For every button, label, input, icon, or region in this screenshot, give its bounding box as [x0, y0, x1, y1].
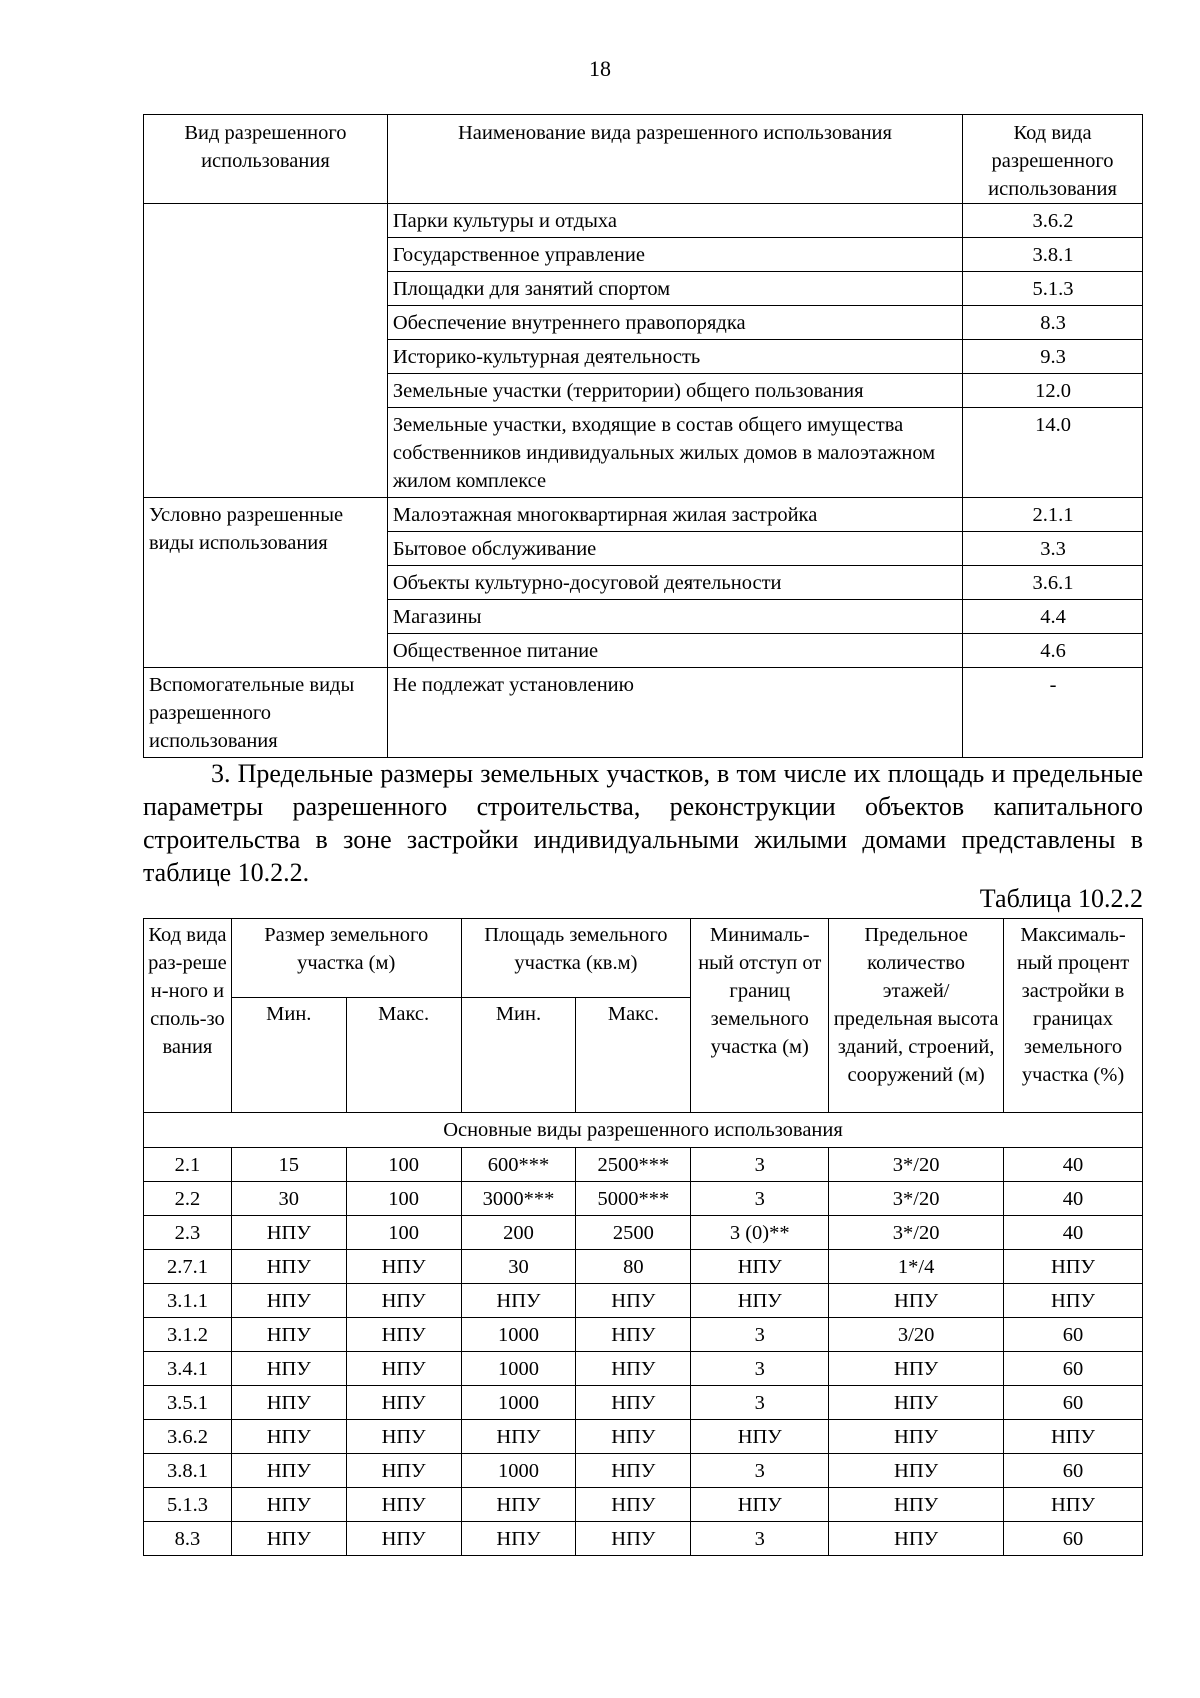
use-name-cell: Не подлежат установлению — [387, 668, 962, 758]
size-min-cell: НПУ — [231, 1250, 346, 1284]
area-min-cell: НПУ — [461, 1284, 576, 1318]
area-min-cell: 200 — [461, 1216, 576, 1250]
area-min-cell: 1000 — [461, 1318, 576, 1352]
table-row — [144, 1182, 1143, 1216]
floors-cell: НПУ — [829, 1454, 1004, 1488]
use-name-cell: Земельные участки (территории) общего пользования — [387, 374, 962, 408]
floors-cell: НПУ — [829, 1352, 1004, 1386]
table-row — [144, 668, 1143, 758]
area-min-cell: 1000 — [461, 1352, 576, 1386]
area-max-cell: 5000*** — [576, 1182, 691, 1216]
size-max-cell: НПУ — [346, 1352, 461, 1386]
setback-cell: 3 — [691, 1182, 829, 1216]
area-min-cell: НПУ — [461, 1420, 576, 1454]
floors-cell: НПУ — [829, 1522, 1004, 1556]
code-cell: 8.3 — [144, 1522, 232, 1556]
setback-cell: 3 — [691, 1522, 829, 1556]
table-row — [144, 1250, 1143, 1284]
area-max-cell: НПУ — [576, 1454, 691, 1488]
use-name-cell: Объекты культурно-досуговой деятельности — [387, 566, 962, 600]
area-min-cell: 30 — [461, 1250, 576, 1284]
area-min-cell: НПУ — [461, 1522, 576, 1556]
use-name-cell: Обеспечение внутреннего правопорядка — [387, 306, 962, 340]
area-max-cell: НПУ — [576, 1318, 691, 1352]
size-max-cell: 100 — [346, 1182, 461, 1216]
use-code-cell: 4.6 — [963, 634, 1143, 668]
coverage-cell: 40 — [1004, 1182, 1143, 1216]
code-cell: 2.3 — [144, 1216, 232, 1250]
table-row — [144, 498, 1143, 532]
code-cell: 3.8.1 — [144, 1454, 232, 1488]
area-max-cell: 80 — [576, 1250, 691, 1284]
size-min-cell: НПУ — [231, 1284, 346, 1318]
floors-cell: 3*/20 — [829, 1182, 1004, 1216]
header-code: Код вида раз-решен-ного исполь-зования — [144, 919, 232, 1113]
setback-cell: НПУ — [691, 1284, 829, 1318]
table-row — [144, 1284, 1143, 1318]
table-row — [144, 1148, 1143, 1182]
code-cell: 2.2 — [144, 1182, 232, 1216]
use-code-cell: 14.0 — [963, 408, 1143, 498]
use-name-cell: Площадки для занятий спортом — [387, 272, 962, 306]
area-max-cell: НПУ — [576, 1420, 691, 1454]
size-min-cell: НПУ — [231, 1488, 346, 1522]
size-min-cell: НПУ — [231, 1318, 346, 1352]
table-row — [144, 1352, 1143, 1386]
area-min-cell: 3000*** — [461, 1182, 576, 1216]
use-type-cell — [144, 204, 388, 498]
use-code-cell: 8.3 — [963, 306, 1143, 340]
coverage-cell: НПУ — [1004, 1284, 1143, 1318]
size-max-cell: 100 — [346, 1148, 461, 1182]
use-type-cell: Вспомогательные виды разрешенного использования — [144, 668, 388, 758]
use-name-cell: Земельные участки, входящие в состав общего имущества собственников индивидуальных жилых домов в малоэтажном жилом комплексе — [387, 408, 962, 498]
coverage-cell: НПУ — [1004, 1488, 1143, 1522]
use-code-cell: 12.0 — [963, 374, 1143, 408]
setback-cell: НПУ — [691, 1420, 829, 1454]
table-row — [144, 1454, 1143, 1488]
header-use-name: Наименование вида разрешенного использования — [387, 115, 962, 204]
section-row — [144, 1113, 1143, 1148]
permitted-use-table-body — [144, 204, 1143, 758]
setback-cell: 3 — [691, 1318, 829, 1352]
floors-cell: НПУ — [829, 1488, 1004, 1522]
size-min-cell: НПУ — [231, 1522, 346, 1556]
size-max-cell: 100 — [346, 1216, 461, 1250]
use-name-cell: Малоэтажная многоквартирная жилая застройка — [387, 498, 962, 532]
area-min-cell: 600*** — [461, 1148, 576, 1182]
coverage-cell: 40 — [1004, 1216, 1143, 1250]
size-max-cell: НПУ — [346, 1386, 461, 1420]
coverage-cell: 40 — [1004, 1148, 1143, 1182]
area-max-cell: НПУ — [576, 1522, 691, 1556]
use-code-cell: 5.1.3 — [963, 272, 1143, 306]
table-caption: Таблица 10.2.2 — [979, 884, 1143, 913]
table-row — [144, 1216, 1143, 1250]
size-max-cell: НПУ — [346, 1284, 461, 1318]
floors-cell: 3/20 — [829, 1318, 1004, 1352]
code-cell: 3.1.1 — [144, 1284, 232, 1318]
table-row — [144, 1488, 1143, 1522]
floors-cell: 1*/4 — [829, 1250, 1004, 1284]
use-code-cell: 9.3 — [963, 340, 1143, 374]
use-type-cell: Условно разрешенные виды использования — [144, 498, 388, 668]
size-min-cell: НПУ — [231, 1420, 346, 1454]
table-row — [144, 1386, 1143, 1420]
setback-cell: 3 — [691, 1454, 829, 1488]
use-code-cell: - — [963, 668, 1143, 758]
code-cell: 2.7.1 — [144, 1250, 232, 1284]
header-setback: Минималь-ный отступ от границ земельного участка (м) — [691, 919, 829, 1113]
header-use-code: Код вида разрешенного использования — [963, 115, 1143, 204]
code-cell: 3.5.1 — [144, 1386, 232, 1420]
code-cell: 5.1.3 — [144, 1488, 232, 1522]
coverage-cell: 60 — [1004, 1454, 1143, 1488]
paragraph-number: 3. — [211, 759, 231, 788]
use-code-cell: 2.1.1 — [963, 498, 1143, 532]
header-use-type: Вид разрешенного использования — [144, 115, 388, 204]
code-cell: 3.1.2 — [144, 1318, 232, 1352]
size-min-cell: 15 — [231, 1148, 346, 1182]
paragraph-text: Предельные размеры земельных участков, в том числе их площадь и предельные параметры разрешенного строительства, реконструкции объектов капитального строительства в зоне застройки индивидуальными жилыми домами представлены в таблице 10.2.2. — [143, 759, 1143, 887]
use-name-cell: Магазины — [387, 600, 962, 634]
permitted-use-table — [143, 114, 1143, 758]
coverage-cell: НПУ — [1004, 1250, 1143, 1284]
page-number: 18 — [589, 56, 611, 81]
use-code-cell: 3.3 — [963, 532, 1143, 566]
area-max-cell: НПУ — [576, 1284, 691, 1318]
size-max-cell: НПУ — [346, 1454, 461, 1488]
area-min-cell: 1000 — [461, 1386, 576, 1420]
use-name-cell: Общественное питание — [387, 634, 962, 668]
coverage-cell: 60 — [1004, 1318, 1143, 1352]
code-cell: 3.6.2 — [144, 1420, 232, 1454]
floors-cell: НПУ — [829, 1386, 1004, 1420]
paragraph-3 — [143, 757, 1143, 889]
coverage-cell: НПУ — [1004, 1420, 1143, 1454]
header-floors: Предельное количество этажей/ предельная высота зданий, строений, сооружений (м) — [829, 919, 1004, 1113]
coverage-cell: 60 — [1004, 1522, 1143, 1556]
size-max-cell: НПУ — [346, 1250, 461, 1284]
size-max-cell: НПУ — [346, 1488, 461, 1522]
setback-cell: НПУ — [691, 1488, 829, 1522]
setback-cell: 3 (0)** — [691, 1216, 829, 1250]
header-size: Размер земельного участка (м) — [231, 919, 461, 998]
area-max-cell: НПУ — [576, 1386, 691, 1420]
floors-cell: 3*/20 — [829, 1216, 1004, 1250]
size-min-cell: НПУ — [231, 1386, 346, 1420]
size-max-cell: НПУ — [346, 1522, 461, 1556]
use-name-cell: Бытовое обслуживание — [387, 532, 962, 566]
use-code-cell: 3.6.1 — [963, 566, 1143, 600]
header-size-max: Макс. — [346, 998, 461, 1113]
parameters-table — [143, 918, 1143, 1556]
floors-cell: НПУ — [829, 1284, 1004, 1318]
code-cell: 3.4.1 — [144, 1352, 232, 1386]
size-min-cell: НПУ — [231, 1352, 346, 1386]
size-min-cell: НПУ — [231, 1216, 346, 1250]
coverage-cell: 60 — [1004, 1386, 1143, 1420]
table-row — [144, 1420, 1143, 1454]
table-row — [144, 1522, 1143, 1556]
header-area-max: Макс. — [576, 998, 691, 1113]
table-header-row — [144, 115, 1143, 204]
use-code-cell: 3.6.2 — [963, 204, 1143, 238]
table-row — [144, 204, 1143, 238]
floors-cell: НПУ — [829, 1420, 1004, 1454]
code-cell: 2.1 — [144, 1148, 232, 1182]
table-row — [144, 1318, 1143, 1352]
use-code-cell: 3.8.1 — [963, 238, 1143, 272]
setback-cell: НПУ — [691, 1250, 829, 1284]
use-name-cell: Историко-культурная деятельность — [387, 340, 962, 374]
coverage-cell: 60 — [1004, 1352, 1143, 1386]
parameters-table-body — [144, 1113, 1143, 1556]
section-title: Основные виды разрешенного использования — [144, 1113, 1143, 1148]
header-area: Площадь земельного участка (кв.м) — [461, 919, 691, 998]
setback-cell: 3 — [691, 1148, 829, 1182]
area-max-cell: 2500 — [576, 1216, 691, 1250]
size-max-cell: НПУ — [346, 1318, 461, 1352]
area-max-cell: НПУ — [576, 1488, 691, 1522]
table-header-row — [144, 919, 1143, 998]
setback-cell: 3 — [691, 1386, 829, 1420]
area-max-cell: 2500*** — [576, 1148, 691, 1182]
header-size-min: Мин. — [231, 998, 346, 1113]
area-min-cell: НПУ — [461, 1488, 576, 1522]
use-name-cell: Государственное управление — [387, 238, 962, 272]
size-max-cell: НПУ — [346, 1420, 461, 1454]
area-max-cell: НПУ — [576, 1352, 691, 1386]
header-area-min: Мин. — [461, 998, 576, 1113]
header-coverage: Максималь-ный процент застройки в границах земельного участка (%) — [1004, 919, 1143, 1113]
area-min-cell: 1000 — [461, 1454, 576, 1488]
use-code-cell: 4.4 — [963, 600, 1143, 634]
floors-cell: 3*/20 — [829, 1148, 1004, 1182]
setback-cell: 3 — [691, 1352, 829, 1386]
size-min-cell: 30 — [231, 1182, 346, 1216]
use-name-cell: Парки культуры и отдыха — [387, 204, 962, 238]
size-min-cell: НПУ — [231, 1454, 346, 1488]
